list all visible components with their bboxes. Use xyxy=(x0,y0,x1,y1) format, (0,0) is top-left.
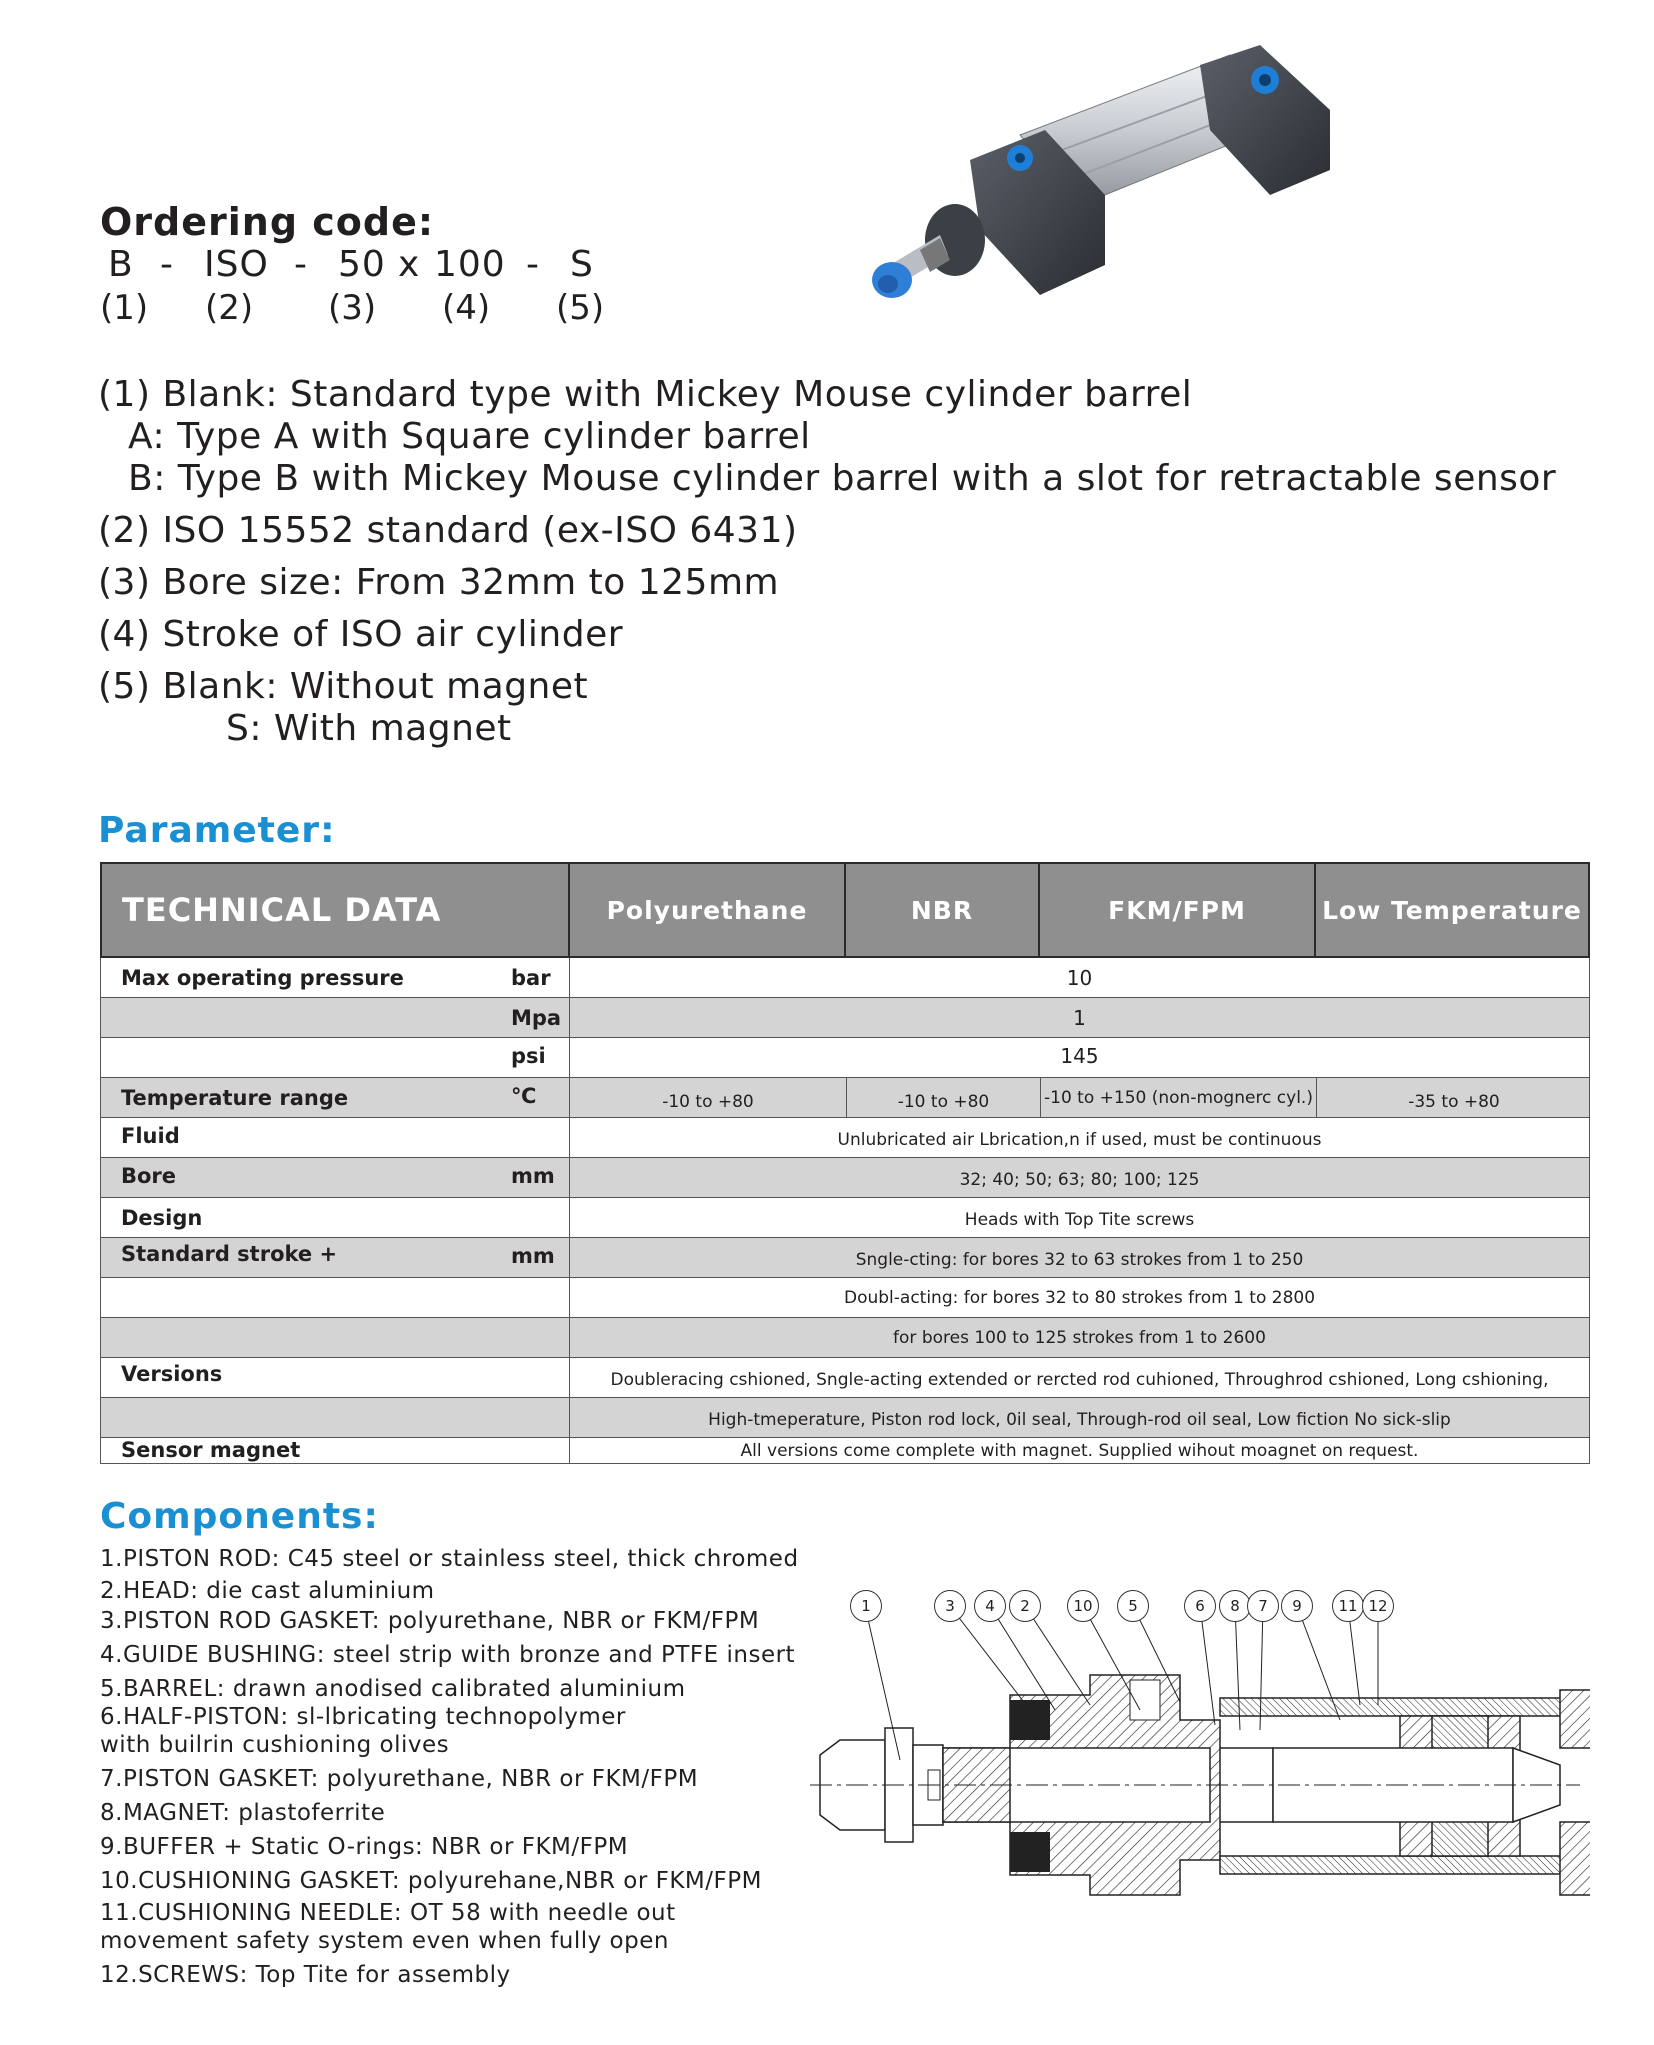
row-value: 145 xyxy=(1060,1044,1099,1068)
callout-12: 12 xyxy=(1362,1590,1394,1622)
row-unit: psi xyxy=(511,1044,546,1068)
option-line: (2) ISO 15552 standard (ex-ISO 6431) xyxy=(98,510,798,551)
callout-2: 2 xyxy=(1009,1590,1041,1622)
option-line: B: Type B with Mickey Mouse cylinder barrel with a slot for retractable sensor xyxy=(128,458,1557,499)
component-item: 11.CUSHIONING NEEDLE: OT 58 with needle out xyxy=(100,1900,676,1926)
code-token-dash: - xyxy=(526,244,540,285)
table-header-cell: Low Temperature xyxy=(1314,862,1590,958)
table-row xyxy=(100,1078,1590,1118)
table-row xyxy=(100,958,1590,998)
technical-data-table xyxy=(100,862,1590,1464)
temperature-low: -35 to +80 xyxy=(1408,1092,1500,1112)
option-line: S: With magnet xyxy=(226,708,512,749)
row-value: 10 xyxy=(1066,966,1093,990)
row-label: Bore xyxy=(121,1164,177,1188)
row-unit: mm xyxy=(511,1244,555,1268)
code-number: (2) xyxy=(205,288,254,328)
parameter-title: Parameter: xyxy=(98,810,336,851)
table-row xyxy=(100,998,1590,1038)
component-item: 7.PISTON GASKET: polyurethane, NBR or FKM/FPM xyxy=(100,1766,699,1792)
component-item: 6.HALF-PISTON: sl-lbricating technopolymer xyxy=(100,1704,626,1730)
table-row xyxy=(100,1198,1590,1238)
temperature-fkm: -10 to +150 (non-mognerc cyl.) xyxy=(1044,1088,1313,1108)
callout-6: 6 xyxy=(1184,1590,1216,1622)
ordering-code-title: Ordering code: xyxy=(100,200,435,244)
row-unit: mm xyxy=(511,1164,555,1188)
component-item: 9.BUFFER + Static O-rings: NBR or FKM/FPM xyxy=(100,1834,629,1860)
table-row xyxy=(100,1278,1590,1318)
component-item: 5.BARREL: drawn anodised calibrated aluminium xyxy=(100,1676,686,1702)
cylinder-section-drawing xyxy=(800,1580,1590,1910)
component-item: 12.SCREWS: Top Tite for assembly xyxy=(100,1962,511,1988)
table-row xyxy=(100,1238,1590,1278)
table-row xyxy=(100,1358,1590,1398)
code-token-standard: ISO xyxy=(204,244,269,285)
callout-3: 3 xyxy=(934,1590,966,1622)
component-item: 8.MAGNET: plastoferrite xyxy=(100,1800,386,1826)
option-line: (1) Blank: Standard type with Mickey Mouse cylinder barrel xyxy=(98,374,1193,415)
table-row xyxy=(100,1038,1590,1078)
row-value: High-tmeperature, Piston rod lock, 0il seal, Through-rod oil seal, Low fiction No sick-slip xyxy=(708,1410,1451,1430)
row-label: Fluid xyxy=(121,1124,180,1148)
callout-8: 8 xyxy=(1219,1590,1251,1622)
row-value: Sngle-cting: for bores 32 to 63 strokes from 1 to 250 xyxy=(855,1250,1304,1270)
code-number: (5) xyxy=(556,288,605,328)
component-item: 1.PISTON ROD: C45 steel or stainless steel, thick chromed xyxy=(100,1546,799,1572)
code-number: (1) xyxy=(100,288,149,328)
component-item: with builrin cushioning olives xyxy=(100,1732,450,1758)
code-token-dash: - xyxy=(294,244,308,285)
callout-5: 5 xyxy=(1117,1590,1149,1622)
code-token-x: x xyxy=(398,244,421,285)
table-row xyxy=(100,1318,1590,1358)
table-row xyxy=(100,1438,1590,1464)
temperature-nbr: -10 to +80 xyxy=(897,1092,990,1112)
code-token-dash: - xyxy=(160,244,174,285)
row-value: 1 xyxy=(1073,1006,1086,1030)
row-label: Versions xyxy=(121,1362,223,1386)
row-value: Unlubricated air Lbrication,n if used, must be continuous xyxy=(837,1130,1322,1150)
option-line: (3) Bore size: From 32mm to 125mm xyxy=(98,562,780,603)
cylinder-product-photo xyxy=(870,40,1340,330)
row-unit: bar xyxy=(511,966,551,990)
row-label: Standard stroke + xyxy=(121,1242,338,1266)
code-number: (3) xyxy=(328,288,377,328)
component-item: 3.PISTON ROD GASKET: polyurethane, NBR or FKM/FPM xyxy=(100,1608,760,1634)
callout-7: 7 xyxy=(1247,1590,1279,1622)
row-value: Doubl-acting: for bores 32 to 80 strokes from 1 to 2800 xyxy=(843,1288,1316,1308)
row-value: 32; 40; 50; 63; 80; 100; 125 xyxy=(959,1170,1200,1190)
component-item: 10.CUSHIONING GASKET: polyurehane,NBR or FKM/FPM xyxy=(100,1868,762,1894)
callout-10: 10 xyxy=(1067,1590,1099,1622)
row-label: Max operating pressure xyxy=(121,966,404,990)
code-number: (4) xyxy=(442,288,491,328)
callout-9: 9 xyxy=(1281,1590,1313,1622)
component-item: 4.GUIDE BUSHING: steel strip with bronze and PTFE insert xyxy=(100,1642,796,1668)
temperature-polyurethane: -10 to +80 xyxy=(662,1092,754,1112)
row-value: Heads with Top Tite screws xyxy=(964,1210,1195,1230)
option-line: (5) Blank: Without magnet xyxy=(98,666,589,707)
code-token-stroke: 100 xyxy=(434,244,506,285)
callout-11: 11 xyxy=(1332,1590,1364,1622)
row-value: Doubleracing cshioned, Sngle-acting extended or rercted rod cuhioned, Throughrod cshioned, Long cshioning, xyxy=(610,1370,1549,1390)
code-token-magnet: S xyxy=(570,244,594,285)
component-item: 2.HEAD: die cast aluminium xyxy=(100,1578,435,1604)
table-header-cell: TECHNICAL DATA xyxy=(100,862,570,958)
table-row xyxy=(100,1158,1590,1198)
table-row xyxy=(100,1398,1590,1438)
table-header-cell: NBR xyxy=(844,862,1040,958)
row-label: Sensor magnet xyxy=(121,1438,301,1462)
row-unit: ℃ xyxy=(511,1084,537,1108)
option-line: (4) Stroke of ISO air cylinder xyxy=(98,614,624,655)
component-item: movement safety system even when fully open xyxy=(100,1928,669,1954)
table-row xyxy=(100,1118,1590,1158)
table-header-cell: FKM/FPM xyxy=(1038,862,1316,958)
row-label: Design xyxy=(121,1206,203,1230)
row-value: All versions come complete with magnet. Supplied wihout moagnet on request. xyxy=(740,1441,1419,1461)
table-header-cell: Polyurethane xyxy=(568,862,846,958)
row-unit: Mpa xyxy=(511,1006,562,1030)
code-token-bore: 50 xyxy=(338,244,386,285)
row-value: for bores 100 to 125 strokes from 1 to 2600 xyxy=(893,1328,1266,1348)
components-title: Components: xyxy=(100,1496,379,1537)
row-label: Temperature range xyxy=(121,1086,349,1110)
code-token-series: B xyxy=(108,244,134,285)
callout-1: 1 xyxy=(850,1590,882,1622)
option-line: A: Type A with Square cylinder barrel xyxy=(128,416,811,457)
callout-4: 4 xyxy=(974,1590,1006,1622)
